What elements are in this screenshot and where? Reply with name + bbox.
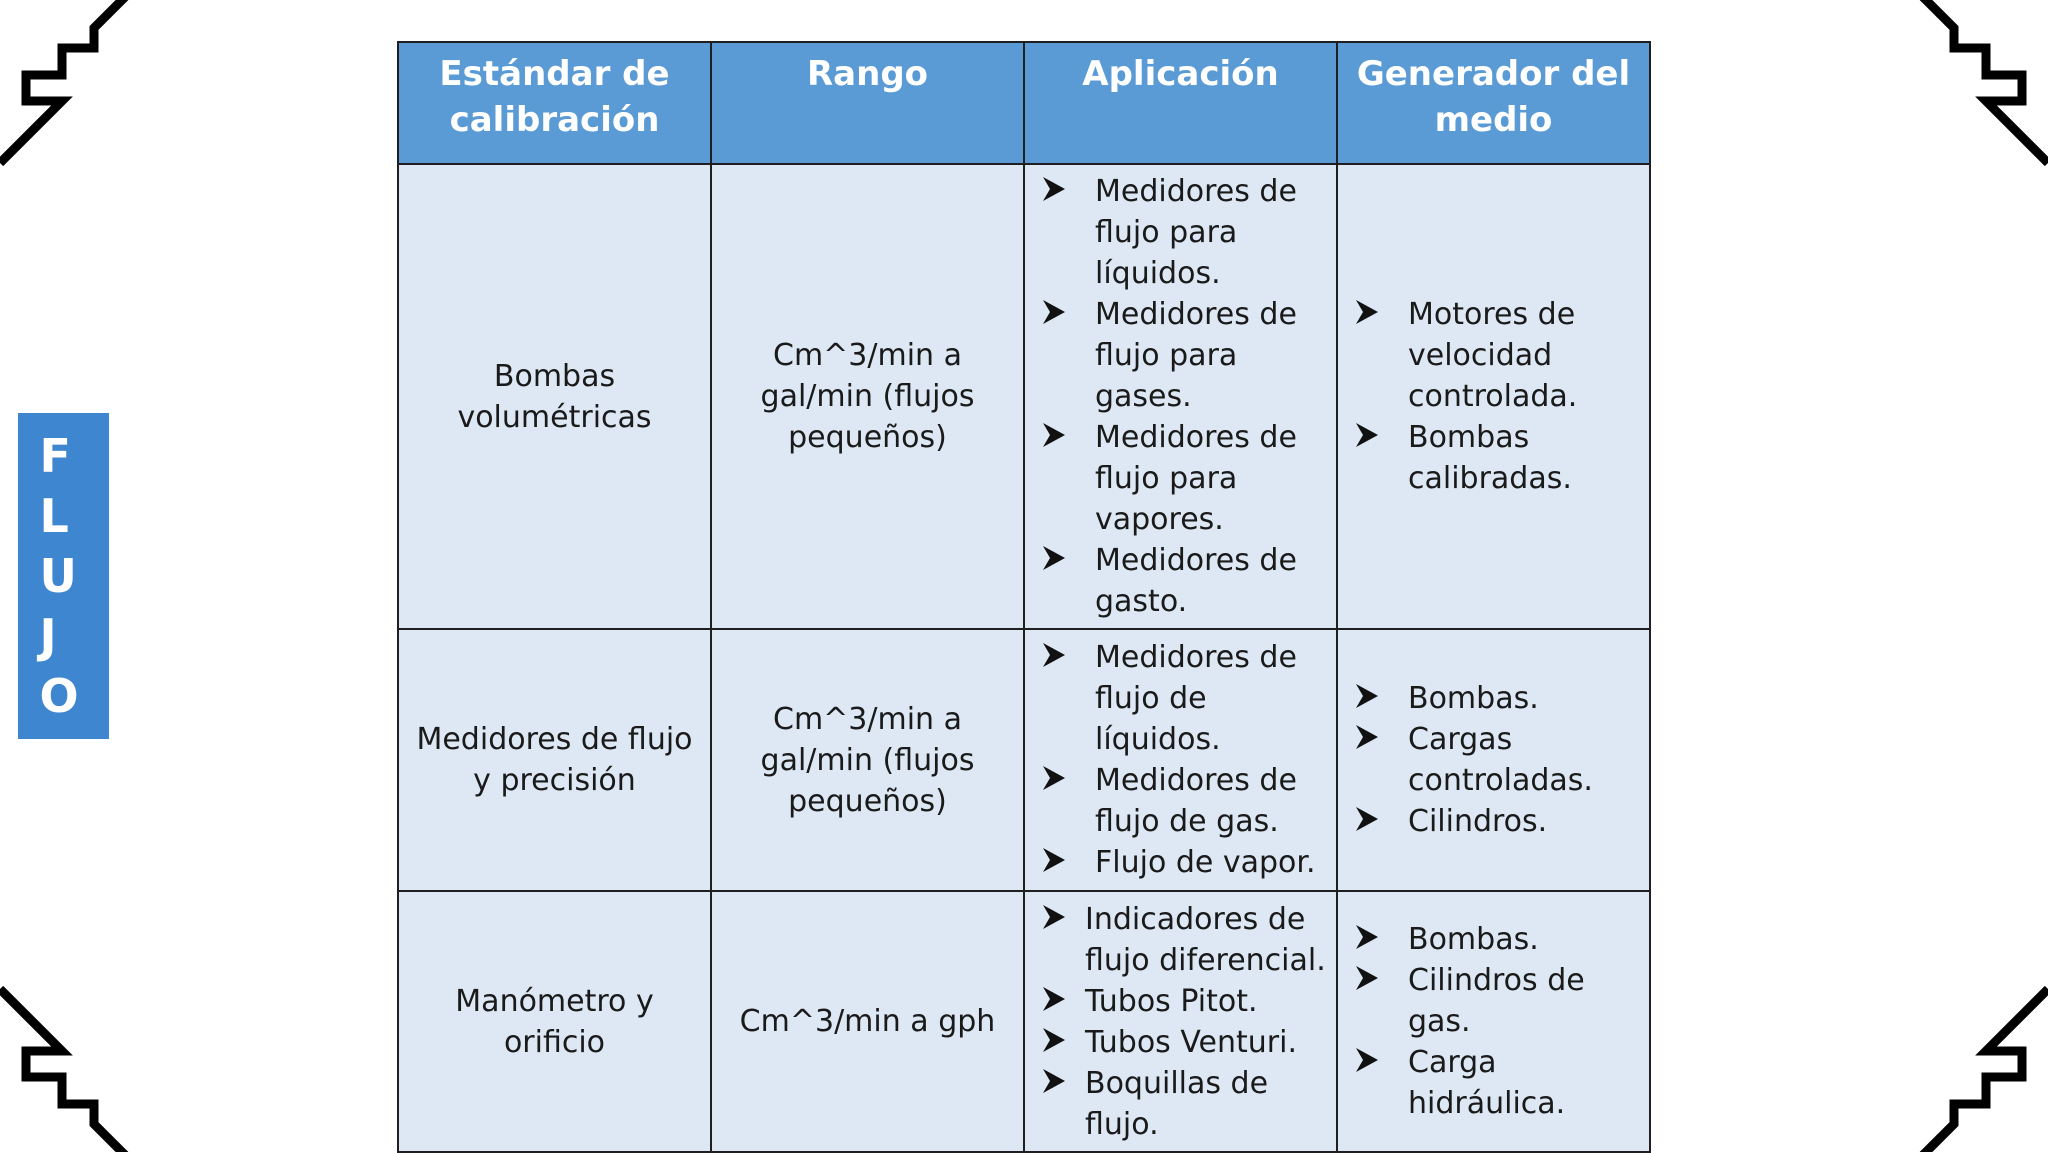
list-item-text: Medidores de flujo de gas. <box>1095 763 1297 839</box>
cell-standard: Manómetro y orificio <box>398 891 711 1152</box>
side-tab-letter: U <box>39 549 77 603</box>
list-item-text: Medidores de flujo para gases. <box>1095 297 1297 414</box>
arrowhead-bullet-icon <box>1354 681 1380 711</box>
calibration-table <box>397 41 1651 1153</box>
arrowhead-bullet-icon <box>1041 902 1067 932</box>
list-item <box>1039 294 1328 417</box>
applications-list <box>1039 899 1328 1145</box>
arrowhead-bullet-icon <box>1354 1045 1380 1075</box>
header-range: Rango <box>711 42 1024 164</box>
arrowhead-bullet-icon <box>1041 174 1067 204</box>
list-item-text: Indicadores de flujo diferencial. <box>1085 901 1326 978</box>
list-item-text: Motores de velocidad controlada. <box>1408 297 1578 414</box>
cell-range: Cm^3/min a gal/min (flujos pequeños) <box>711 629 1024 891</box>
cell-applications <box>1024 164 1337 629</box>
arrowhead-bullet-icon <box>1041 420 1067 450</box>
list-item-text: Medidores de flujo para vapores. <box>1095 420 1297 537</box>
cell-generators <box>1337 891 1650 1152</box>
arrowhead-bullet-icon <box>1041 640 1067 670</box>
side-tab-letter: O <box>39 669 79 723</box>
table-row <box>398 164 1650 629</box>
list-item <box>1039 981 1328 1022</box>
arrowhead-bullet-icon <box>1354 922 1380 952</box>
cell-generators <box>1337 629 1650 891</box>
list-item-text: Boquillas de flujo. <box>1085 1065 1269 1142</box>
list-item-text: Tubos Venturi. <box>1085 1024 1297 1060</box>
arrowhead-bullet-icon <box>1354 804 1380 834</box>
side-tab-letter: F <box>39 429 71 483</box>
arrowhead-bullet-icon <box>1354 297 1380 327</box>
arrowhead-bullet-icon <box>1041 763 1067 793</box>
list-item <box>1352 294 1641 417</box>
header-generator: Generador del medio <box>1337 42 1650 164</box>
list-item <box>1039 417 1328 540</box>
list-item-text: Bombas. <box>1408 922 1539 957</box>
corner-ornament-top-right <box>1878 0 2048 170</box>
table-header-row <box>398 42 1650 164</box>
list-item-text: Medidores de flujo para líquidos. <box>1095 174 1297 291</box>
cell-range: Cm^3/min a gph <box>711 891 1024 1152</box>
list-item <box>1352 1042 1641 1124</box>
list-item <box>1039 1022 1328 1063</box>
list-item <box>1039 842 1328 883</box>
arrowhead-bullet-icon <box>1041 1025 1067 1055</box>
cell-applications <box>1024 891 1337 1152</box>
side-tab-flujo <box>18 413 109 739</box>
cell-applications <box>1024 629 1337 891</box>
list-item <box>1039 637 1328 760</box>
corner-ornament-top-left <box>0 0 170 170</box>
arrowhead-bullet-icon <box>1041 297 1067 327</box>
applications-list <box>1039 637 1328 883</box>
cell-generators <box>1337 164 1650 629</box>
arrowhead-bullet-icon <box>1354 963 1380 993</box>
generators-list <box>1352 678 1641 842</box>
list-item-text: Cilindros. <box>1408 804 1548 839</box>
applications-list <box>1039 171 1328 622</box>
arrowhead-bullet-icon <box>1041 1066 1067 1096</box>
list-item <box>1039 1063 1328 1145</box>
list-item <box>1039 760 1328 842</box>
list-item <box>1352 801 1641 842</box>
corner-ornament-bottom-left <box>0 982 170 1152</box>
header-application: Aplicación <box>1024 42 1337 164</box>
list-item-text: Tubos Pitot. <box>1085 983 1258 1019</box>
side-tab-letter: L <box>39 489 69 543</box>
list-item <box>1039 540 1328 622</box>
list-item-text: Bombas. <box>1408 681 1539 716</box>
arrowhead-bullet-icon <box>1041 984 1067 1014</box>
list-item <box>1039 171 1328 294</box>
list-item-text: Flujo de vapor. <box>1095 845 1316 880</box>
table-row <box>398 891 1650 1152</box>
cell-standard: Medidores de flujo y precisión <box>398 629 711 891</box>
list-item-text: Medidores de flujo de líquidos. <box>1095 640 1297 757</box>
list-item <box>1352 678 1641 719</box>
list-item-text: Medidores de gasto. <box>1095 543 1297 619</box>
table-row <box>398 629 1650 891</box>
side-tab-letter: J <box>39 609 57 663</box>
list-item <box>1352 719 1641 801</box>
arrowhead-bullet-icon <box>1354 722 1380 752</box>
arrowhead-bullet-icon <box>1041 543 1067 573</box>
list-item-text: Cargas controladas. <box>1408 722 1593 798</box>
list-item-text: Cilindros de gas. <box>1408 963 1585 1039</box>
list-item <box>1039 899 1328 981</box>
corner-ornament-bottom-right <box>1878 982 2048 1152</box>
list-item <box>1352 960 1641 1042</box>
list-item-text: Bombas calibradas. <box>1408 420 1572 496</box>
generators-list <box>1352 919 1641 1124</box>
list-item <box>1352 919 1641 960</box>
list-item-text: Carga hidráulica. <box>1408 1045 1566 1121</box>
arrowhead-bullet-icon <box>1041 845 1067 875</box>
cell-standard: Bombas volumétricas <box>398 164 711 629</box>
arrowhead-bullet-icon <box>1354 420 1380 450</box>
cell-range: Cm^3/min a gal/min (flujos pequeños) <box>711 164 1024 629</box>
list-item <box>1352 417 1641 499</box>
generators-list <box>1352 294 1641 499</box>
header-standard: Estándar de calibración <box>398 42 711 164</box>
calibration-table-container <box>397 41 1651 1153</box>
